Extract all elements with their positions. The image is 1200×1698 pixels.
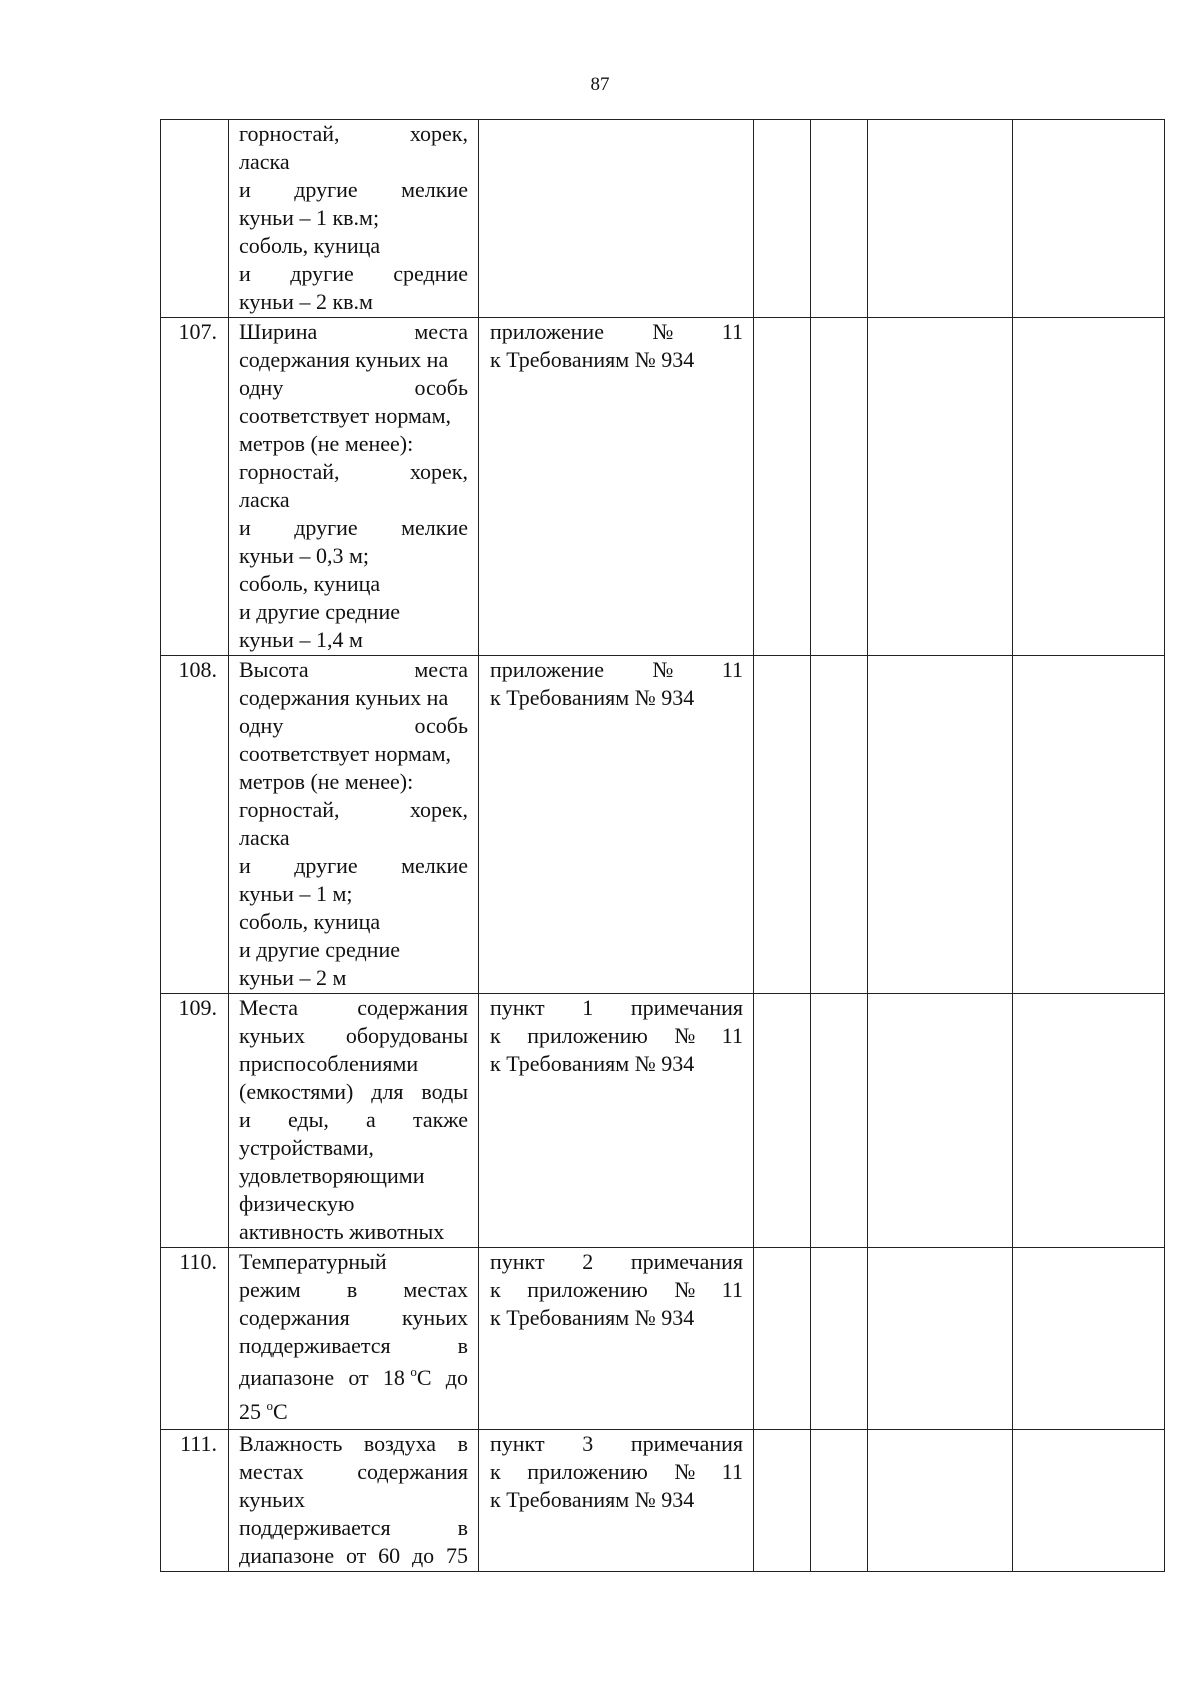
table-row [161, 994, 1165, 1248]
word: куньих [402, 1305, 468, 1330]
blank-cell [1013, 1430, 1165, 1572]
text-line [239, 852, 468, 880]
text-line [239, 1078, 468, 1106]
text-line: соболь, куница [239, 909, 381, 934]
legal-reference [479, 1430, 754, 1572]
text-line [490, 656, 743, 684]
blank-cell [868, 994, 1013, 1248]
word: и [239, 515, 251, 540]
requirements-table [160, 119, 1165, 1572]
text-line: к Требованиям № 934 [490, 685, 695, 710]
text-line [239, 1304, 468, 1332]
text-line: куньих [239, 1487, 305, 1512]
word: приложению [527, 1459, 648, 1484]
text-line [490, 1248, 743, 1276]
word: содержания [239, 1305, 350, 1330]
blank-cell [1013, 318, 1165, 656]
text-line: ласка [239, 149, 290, 174]
text-line [239, 1542, 468, 1570]
text-line [490, 994, 743, 1022]
row-number: 110. [161, 1248, 229, 1430]
word: мелкие [401, 853, 468, 878]
blank-cell [754, 656, 811, 994]
text-line: соболь, куница [239, 233, 381, 258]
text-line: удовлетворяющими [239, 1163, 425, 1188]
requirement-text [229, 1248, 479, 1430]
word: до [411, 1543, 435, 1568]
blank-cell [1013, 994, 1165, 1248]
blank-cell [811, 656, 868, 994]
row-number: 111. [161, 1430, 229, 1572]
temperature-range-line: диапазоне от 18 $^о$С до [239, 1364, 468, 1390]
word: пункт [490, 1249, 545, 1274]
word: № [652, 657, 674, 682]
word: хорек, [409, 459, 468, 484]
word: в [457, 1333, 468, 1358]
word: местах [403, 1277, 468, 1302]
text-line: 25 $^о$С [239, 1398, 288, 1424]
text-line [239, 514, 468, 542]
word: режим [239, 1277, 301, 1302]
degree-sign: о [410, 1364, 417, 1379]
word: приложению [527, 1023, 648, 1048]
table-row [161, 318, 1165, 656]
word: еды, [287, 1107, 329, 1132]
text-line [239, 1458, 468, 1486]
text-line: активность животных [239, 1219, 445, 1244]
word: содержания [357, 995, 468, 1020]
legal-reference [479, 1248, 754, 1430]
blank-cell [811, 1430, 868, 1572]
row-number: 109. [161, 994, 229, 1248]
text-line [239, 994, 468, 1022]
word: поддерживается [239, 1333, 391, 1358]
text-line: ласка [239, 825, 290, 850]
word: Влажность [239, 1431, 343, 1456]
word: пункт [490, 1431, 545, 1456]
row-number: 107. [161, 318, 229, 656]
row-number: 108. [161, 656, 229, 994]
blank-cell [754, 994, 811, 1248]
text-line [239, 1276, 468, 1304]
word: другие [294, 853, 358, 878]
blank-cell [1013, 656, 1165, 994]
word: приложение [490, 319, 604, 344]
row-number [161, 120, 229, 318]
text-line [239, 176, 468, 204]
word: № [652, 319, 674, 344]
word: 11 [721, 1459, 743, 1484]
text-line [239, 1514, 468, 1542]
word: № [674, 1459, 696, 1484]
word: Ширина [239, 319, 318, 344]
word: 2 [582, 1249, 594, 1274]
word: к [490, 1459, 501, 1484]
word: другие [290, 261, 354, 286]
word: другие [294, 177, 358, 202]
word: содержания [357, 1459, 468, 1484]
word: (емкостями) [239, 1079, 354, 1104]
text-line [239, 1332, 468, 1360]
blank-cell [868, 1248, 1013, 1430]
word: диапазоне [239, 1543, 335, 1568]
degree-sign: о [266, 1398, 273, 1413]
text-line: метров (не менее): [239, 431, 414, 456]
blank-cell [754, 1248, 811, 1430]
text-line: физическую [239, 1191, 355, 1216]
word: особь [414, 375, 468, 400]
word: пункт [490, 995, 545, 1020]
word: средние [393, 261, 468, 286]
legal-reference [479, 120, 754, 318]
text-line: к Требованиям № 934 [490, 1305, 695, 1330]
word: одну [239, 713, 284, 738]
word: а [366, 1107, 376, 1132]
text-line [239, 712, 468, 740]
blank-cell [1013, 120, 1165, 318]
text-line [239, 318, 468, 346]
text-line: и другие средние [239, 599, 400, 624]
blank-cell [754, 318, 811, 656]
word: места [414, 657, 468, 682]
word: и [239, 853, 251, 878]
word: и [239, 1107, 251, 1132]
requirement-text [229, 318, 479, 656]
word: другие [294, 515, 358, 540]
text-line [239, 1106, 468, 1134]
text-line: куньи – 1,4 м [239, 627, 363, 652]
blank-cell [868, 656, 1013, 994]
word: к [490, 1023, 501, 1048]
blank-cell [811, 994, 868, 1248]
word: примечания [630, 1249, 743, 1274]
legal-reference [479, 318, 754, 656]
text-line: куньи – 2 м [239, 965, 347, 990]
word: 11 [721, 1023, 743, 1048]
text-line: к Требованиям № 934 [490, 1051, 695, 1076]
word: № [674, 1277, 696, 1302]
page-number: 87 [590, 74, 610, 95]
blank-cell [868, 120, 1013, 318]
text-line [239, 120, 468, 148]
text-line: содержания куньих на [239, 347, 449, 372]
word: воды [421, 1079, 468, 1104]
text-line: содержания куньих на [239, 685, 449, 710]
text-line: куньи – 2 кв.м [239, 289, 373, 314]
text-line [239, 796, 468, 824]
requirement-text [229, 120, 479, 318]
legal-reference [479, 656, 754, 994]
word: от [345, 1543, 367, 1568]
blank-cell [754, 120, 811, 318]
text-line: соответствует нормам, [239, 403, 451, 428]
word: 1 [582, 995, 594, 1020]
word: 11 [721, 657, 743, 682]
legal-reference [479, 994, 754, 1248]
text-line [490, 1022, 743, 1050]
word: в [457, 1431, 468, 1456]
text-line [490, 1276, 743, 1304]
text-line: ласка [239, 487, 290, 512]
text-line [490, 1458, 743, 1486]
text-line: устройствами, [239, 1135, 374, 1160]
word: № [674, 1023, 696, 1048]
text-line: приспособлениями [239, 1051, 419, 1076]
table-row [161, 1430, 1165, 1572]
table-row [161, 1248, 1165, 1430]
word: и [239, 261, 251, 286]
word: приложению [527, 1277, 648, 1302]
word: местах [239, 1459, 304, 1484]
word: Места [239, 995, 298, 1020]
word: горностай, [239, 459, 340, 484]
text-line [239, 260, 468, 288]
blank-cell [1013, 1248, 1165, 1430]
table-row [161, 656, 1165, 994]
requirement-text [229, 1430, 479, 1572]
word: воздуха [363, 1431, 437, 1456]
word: 60 [378, 1543, 401, 1568]
word: к [490, 1277, 501, 1302]
text-line: соболь, куница [239, 571, 381, 596]
word: особь [414, 713, 468, 738]
word: также [412, 1107, 468, 1132]
word: примечания [630, 1431, 743, 1456]
text-line: Температурный [239, 1249, 387, 1274]
text-line [239, 374, 468, 402]
word: в [346, 1277, 358, 1302]
word: 75 [446, 1543, 468, 1568]
word: и [239, 177, 251, 202]
word: горностай, [239, 797, 340, 822]
word: в [457, 1515, 468, 1540]
text-line [239, 656, 468, 684]
blank-cell [754, 1430, 811, 1572]
word: одну [239, 375, 284, 400]
text-line: куньи – 1 м; [239, 881, 353, 906]
word: места [414, 319, 468, 344]
word: мелкие [401, 177, 468, 202]
requirement-text [229, 994, 479, 1248]
text-line [490, 318, 743, 346]
word: 11 [721, 319, 743, 344]
blank-cell [811, 1248, 868, 1430]
word: поддерживается [239, 1515, 391, 1540]
requirement-text [229, 656, 479, 994]
text-line: куньи – 1 кв.м; [239, 205, 380, 230]
blank-cell [868, 1430, 1013, 1572]
text-line: к Требованиям № 934 [490, 1487, 695, 1512]
word: горностай, [239, 121, 340, 146]
word: для [371, 1079, 404, 1104]
blank-cell [868, 318, 1013, 656]
word: оборудованы [345, 1023, 468, 1048]
text-line [239, 1430, 468, 1458]
word: хорек, [409, 797, 468, 822]
word: хорек, [409, 121, 468, 146]
word: Высота [239, 657, 309, 682]
text-line: куньи – 0,3 м; [239, 543, 369, 568]
blank-cell [811, 318, 868, 656]
blank-cell [811, 120, 868, 318]
text-line: метров (не менее): [239, 769, 414, 794]
word: приложение [490, 657, 604, 682]
word: куньих [239, 1023, 305, 1048]
text-line: к Требованиям № 934 [490, 347, 695, 372]
text-line [239, 458, 468, 486]
word: 3 [582, 1431, 594, 1456]
word: мелкие [401, 515, 468, 540]
word: 11 [721, 1277, 743, 1302]
text-line [239, 1022, 468, 1050]
word: примечания [630, 995, 743, 1020]
text-line [490, 1430, 743, 1458]
text-line: соответствует нормам, [239, 741, 451, 766]
text-line: и другие средние [239, 937, 400, 962]
table-row [161, 120, 1165, 318]
